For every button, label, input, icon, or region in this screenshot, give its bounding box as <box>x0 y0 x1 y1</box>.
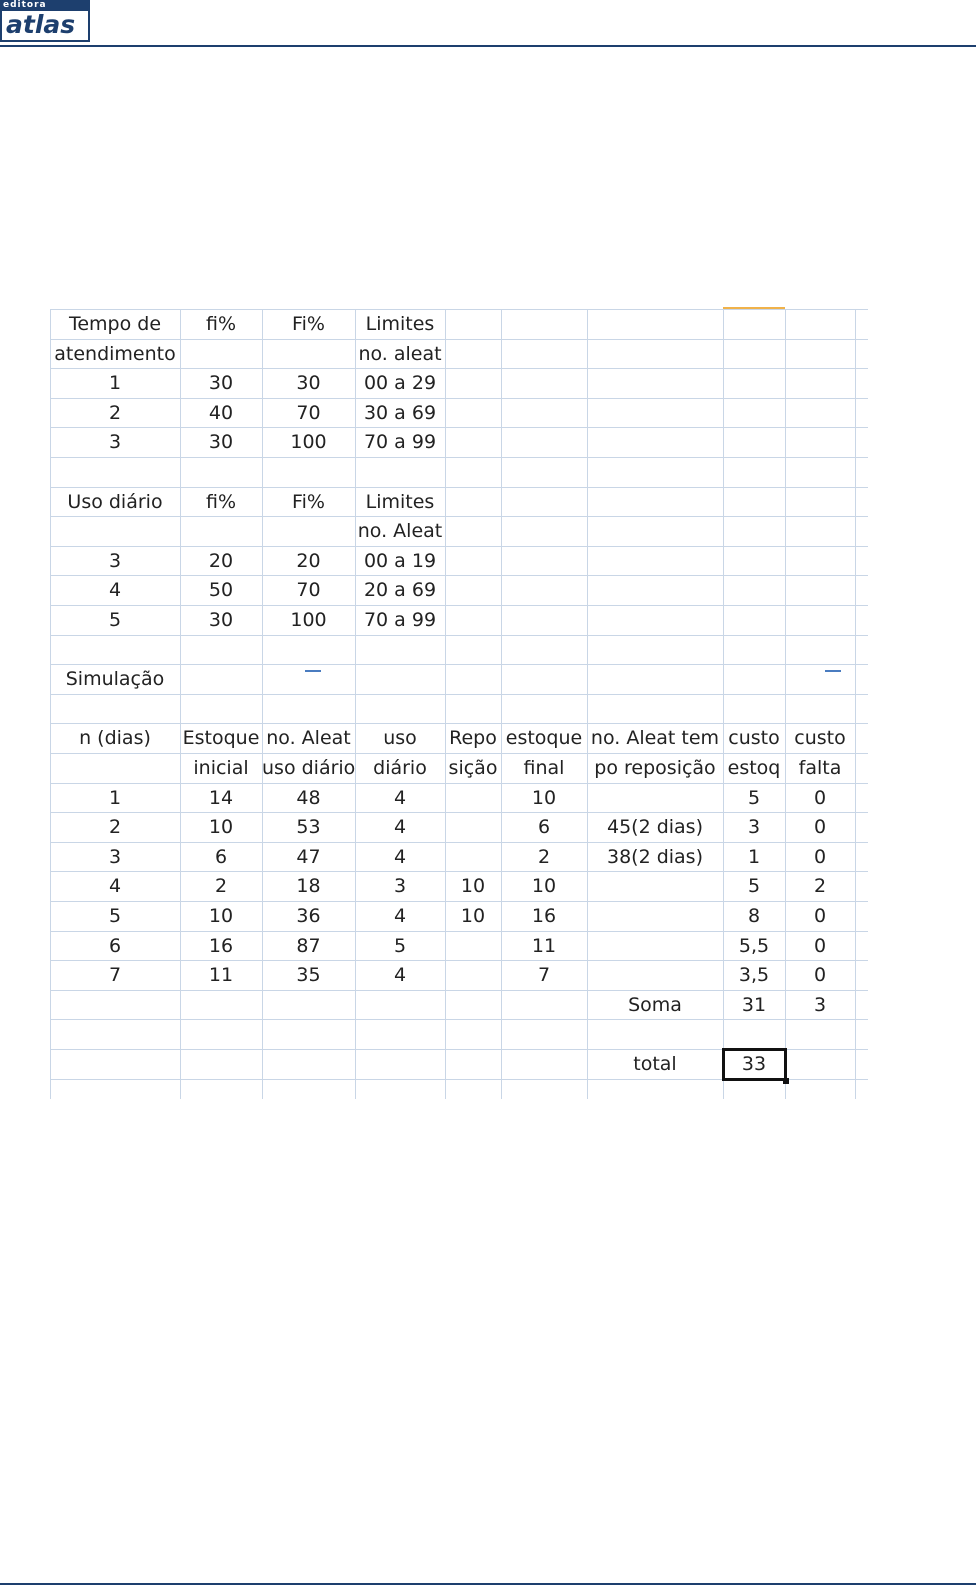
cell-r26-c3[interactable] <box>262 1049 355 1079</box>
cell-r14-c8[interactable] <box>723 694 785 724</box>
cell-r26-c8[interactable]: 33 <box>741 1053 767 1075</box>
cell-r7-c4[interactable]: Limites <box>365 491 435 513</box>
editora-atlas-logo <box>0 0 90 42</box>
cell-r24-c8[interactable]: 31 <box>741 994 767 1016</box>
cell-r8-c1[interactable] <box>50 516 180 546</box>
cell-r16-c3[interactable]: uso diário <box>262 757 356 779</box>
cell-r10-c1[interactable]: 4 <box>108 579 122 601</box>
cell-r23-c6[interactable]: 7 <box>537 964 551 986</box>
cell-r14-c7[interactable] <box>587 694 723 724</box>
cell-r10-c7[interactable] <box>587 575 723 605</box>
cell-r22-c1[interactable]: 6 <box>108 935 122 957</box>
cell-r1-c1[interactable]: Tempo de <box>68 313 162 335</box>
cell-r2-c1[interactable]: atendimento <box>54 343 176 365</box>
cell-r1-c9[interactable] <box>785 309 855 339</box>
cell-r12-c3[interactable] <box>262 635 355 665</box>
cell-r26-c7[interactable]: total <box>633 1053 677 1075</box>
cell-r21-c2[interactable]: 10 <box>208 905 234 927</box>
cell-r8-c2[interactable] <box>180 516 262 546</box>
cell-r11-c2[interactable]: 30 <box>208 609 234 631</box>
cell-r18-c3[interactable]: 53 <box>296 816 321 838</box>
cell-r24-c1[interactable] <box>50 990 180 1020</box>
cell-r12-c1[interactable] <box>50 635 180 665</box>
cell-r4-c1[interactable]: 2 <box>108 402 122 424</box>
cell-r7-c5[interactable] <box>445 487 501 517</box>
cell-r24-c5[interactable] <box>445 990 501 1020</box>
cell-r25-c9[interactable] <box>785 1019 855 1049</box>
cell-r21-c8[interactable]: 8 <box>747 905 761 927</box>
cell-r20-c7[interactable] <box>587 871 723 901</box>
cell-r12-c9[interactable] <box>785 635 855 665</box>
cell-r10-c9[interactable] <box>785 575 855 605</box>
cell-r22-c8[interactable]: 5,5 <box>738 935 770 957</box>
cell-r15-c7[interactable]: no. Aleat tem <box>590 727 720 749</box>
cell-r11-c4[interactable]: 70 a 99 <box>363 609 437 631</box>
cell-r6-c8[interactable] <box>723 457 785 487</box>
cell-r7-c1[interactable]: Uso diário <box>67 491 163 513</box>
cell-r14-c6[interactable] <box>501 694 587 724</box>
cell-r16-c8[interactable]: estoq <box>727 757 781 779</box>
cell-r19-c5[interactable] <box>445 842 501 872</box>
cell-r9-c2[interactable]: 20 <box>208 550 234 572</box>
cell-r17-c9[interactable]: 0 <box>813 787 827 809</box>
cell-r1-c7[interactable] <box>587 309 723 339</box>
cell-r9-c8[interactable] <box>723 546 785 576</box>
cell-r16-c6[interactable]: final <box>523 757 565 779</box>
cell-r8-c6[interactable] <box>501 516 587 546</box>
cell-r20-c1[interactable]: 4 <box>108 875 122 897</box>
cell-r10-c3[interactable]: 70 <box>296 579 321 601</box>
cell-r25-c7[interactable] <box>587 1019 723 1049</box>
cell-r4-c4[interactable]: 30 a 69 <box>363 402 437 424</box>
cell-r3-c2[interactable]: 30 <box>208 372 234 394</box>
cell-r13-c5[interactable] <box>445 664 501 694</box>
cell-r5-c8[interactable] <box>723 427 785 457</box>
cell-r25-c1[interactable] <box>50 1019 180 1049</box>
cell-r4-c5[interactable] <box>445 398 501 428</box>
cell-r16-c9[interactable]: falta <box>798 757 842 779</box>
cell-r17-c5[interactable] <box>445 783 501 813</box>
cell-r12-c6[interactable] <box>501 635 587 665</box>
cell-r14-c3[interactable] <box>262 694 355 724</box>
cell-r12-c5[interactable] <box>445 635 501 665</box>
cell-r21-c9[interactable]: 0 <box>813 905 827 927</box>
cell-r9-c9[interactable] <box>785 546 855 576</box>
cell-r21-c3[interactable]: 36 <box>296 905 321 927</box>
cell-r15-c3[interactable]: no. Aleat <box>266 727 351 749</box>
cell-r19-c8[interactable]: 1 <box>747 846 761 868</box>
cell-r15-c8[interactable]: custo <box>728 727 780 749</box>
cell-r21-c1[interactable]: 5 <box>108 905 122 927</box>
cell-r14-c1[interactable] <box>50 694 180 724</box>
cell-r22-c7[interactable] <box>587 931 723 961</box>
cell-r9-c5[interactable] <box>445 546 501 576</box>
cell-r11-c1[interactable]: 5 <box>108 609 122 631</box>
cell-r8-c9[interactable] <box>785 516 855 546</box>
cell-r20-c9[interactable]: 2 <box>813 875 827 897</box>
cell-r9-c1[interactable]: 3 <box>108 550 122 572</box>
logo-top-text: editora <box>0 0 90 11</box>
cell-r3-c8[interactable] <box>723 368 785 398</box>
cell-r17-c7[interactable] <box>587 783 723 813</box>
cell-r25-c5[interactable] <box>445 1019 501 1049</box>
cell-r14-c2[interactable] <box>180 694 262 724</box>
cell-r5-c6[interactable] <box>501 427 587 457</box>
cell-r6-c9[interactable] <box>785 457 855 487</box>
cell-r19-c4[interactable]: 4 <box>393 846 407 868</box>
cell-r4-c8[interactable] <box>723 398 785 428</box>
cell-r17-c2[interactable]: 14 <box>208 787 234 809</box>
cell-r2-c9[interactable] <box>785 339 855 369</box>
cell-r23-c3[interactable]: 35 <box>296 964 321 986</box>
cell-r20-c3[interactable]: 18 <box>296 875 321 897</box>
cell-r8-c5[interactable] <box>445 516 501 546</box>
cell-r17-c3[interactable]: 48 <box>296 787 321 809</box>
cell-r21-c4[interactable]: 4 <box>393 905 407 927</box>
cell-r23-c2[interactable]: 11 <box>208 964 234 986</box>
cell-r19-c3[interactable]: 47 <box>296 846 321 868</box>
cell-r23-c4[interactable]: 4 <box>393 964 407 986</box>
cell-r25-c4[interactable] <box>355 1019 445 1049</box>
cell-r3-c4[interactable]: 00 a 29 <box>363 372 437 394</box>
cell-r5-c1[interactable]: 3 <box>108 431 122 453</box>
cell-r12-c8[interactable] <box>723 635 785 665</box>
cell-r18-c7[interactable]: 45(2 dias) <box>606 816 703 838</box>
cell-r14-c4[interactable] <box>355 694 445 724</box>
cell-r4-c6[interactable] <box>501 398 587 428</box>
cell-r26-c2[interactable] <box>180 1049 262 1079</box>
cell-r14-c9[interactable] <box>785 694 855 724</box>
cell-r6-c1[interactable] <box>50 457 180 487</box>
cell-r16-c5[interactable]: sição <box>448 757 498 779</box>
cell-r24-c3[interactable] <box>262 990 355 1020</box>
cell-r9-c3[interactable]: 20 <box>296 550 321 572</box>
cell-r11-c6[interactable] <box>501 605 587 635</box>
cell-r13-c6[interactable] <box>501 664 587 694</box>
fill-handle[interactable] <box>783 1078 789 1084</box>
cell-r16-c1[interactable] <box>50 753 180 783</box>
cell-r7-c2[interactable]: fi% <box>205 491 237 513</box>
cell-r2-c2[interactable] <box>180 339 262 369</box>
cell-r5-c7[interactable] <box>587 427 723 457</box>
cell-r26-c6[interactable] <box>501 1049 587 1079</box>
cell-r4-c7[interactable] <box>587 398 723 428</box>
cell-r19-c1[interactable]: 3 <box>108 846 122 868</box>
cell-r12-c2[interactable] <box>180 635 262 665</box>
cell-r25-c2[interactable] <box>180 1019 262 1049</box>
cell-r25-c8[interactable] <box>723 1019 785 1049</box>
cell-r18-c9[interactable]: 0 <box>813 816 827 838</box>
cell-r22-c5[interactable] <box>445 931 501 961</box>
cell-r13-c9[interactable] <box>785 664 855 694</box>
cell-r10-c8[interactable] <box>723 575 785 605</box>
cell-r25-c6[interactable] <box>501 1019 587 1049</box>
cell-r10-c4[interactable]: 20 a 69 <box>363 579 437 601</box>
cell-r24-c7[interactable]: Soma <box>628 994 682 1016</box>
cell-r1-c2[interactable]: fi% <box>205 313 237 335</box>
cell-r13-c3[interactable] <box>262 664 355 694</box>
cell-r7-c7[interactable] <box>587 487 723 517</box>
cell-r5-c5[interactable] <box>445 427 501 457</box>
cell-r4-c3[interactable]: 70 <box>296 402 321 424</box>
cell-r12-c7[interactable] <box>587 635 723 665</box>
cell-r10-c6[interactable] <box>501 575 587 605</box>
cell-r6-c7[interactable] <box>587 457 723 487</box>
cell-r17-c6[interactable]: 10 <box>531 787 557 809</box>
cell-r25-c3[interactable] <box>262 1019 355 1049</box>
cell-r24-c9[interactable]: 3 <box>813 994 827 1016</box>
cell-r23-c1[interactable]: 7 <box>108 964 122 986</box>
cell-r15-c5[interactable]: Repo <box>449 727 497 749</box>
cell-r6-c4[interactable] <box>355 457 445 487</box>
cell-r9-c7[interactable] <box>587 546 723 576</box>
cell-r10-c5[interactable] <box>445 575 501 605</box>
cell-r7-c3[interactable]: Fi% <box>292 491 325 513</box>
cell-r8-c8[interactable] <box>723 516 785 546</box>
cell-r8-c4[interactable]: no. Aleat <box>357 520 443 542</box>
cell-marker <box>825 670 841 672</box>
cell-r22-c2[interactable]: 16 <box>208 935 234 957</box>
cell-r26-c9[interactable] <box>785 1049 855 1079</box>
cell-r19-c2[interactable]: 6 <box>214 846 228 868</box>
cell-r18-c1[interactable]: 2 <box>108 816 122 838</box>
cell-r13-c4[interactable] <box>355 664 445 694</box>
cell-r3-c6[interactable] <box>501 368 587 398</box>
cell-r6-c5[interactable] <box>445 457 501 487</box>
cell-r18-c2[interactable]: 10 <box>208 816 234 838</box>
cell-r7-c6[interactable] <box>501 487 587 517</box>
cell-r5-c9[interactable] <box>785 427 855 457</box>
selected-cell-border[interactable] <box>722 1048 787 1081</box>
cell-r3-c1[interactable]: 1 <box>108 372 122 394</box>
cell-r6-c3[interactable] <box>262 457 355 487</box>
cell-r3-c3[interactable]: 30 <box>296 372 321 394</box>
cell-r1-c3[interactable]: Fi% <box>292 313 325 335</box>
cell-r4-c2[interactable]: 40 <box>208 402 234 424</box>
cell-r17-c8[interactable]: 5 <box>747 787 761 809</box>
cell-r19-c9[interactable]: 0 <box>813 846 827 868</box>
cell-r1-c6[interactable] <box>501 309 587 339</box>
spreadsheet-grid[interactable] <box>50 309 868 1099</box>
cell-r20-c6[interactable]: 10 <box>531 875 557 897</box>
cell-r23-c8[interactable]: 3,5 <box>738 964 770 986</box>
cell-r7-c9[interactable] <box>785 487 855 517</box>
cell-r22-c9[interactable]: 0 <box>813 935 827 957</box>
cell-r15-c4[interactable]: uso <box>383 727 417 749</box>
cell-r11-c5[interactable] <box>445 605 501 635</box>
cell-r26-c5[interactable] <box>445 1049 501 1079</box>
cell-r24-c6[interactable] <box>501 990 587 1020</box>
cell-r22-c6[interactable]: 11 <box>531 935 557 957</box>
cell-r8-c3[interactable] <box>262 516 355 546</box>
cell-r3-c9[interactable] <box>785 368 855 398</box>
cell-r24-c2[interactable] <box>180 990 262 1020</box>
cell-r1-c8[interactable] <box>723 309 785 339</box>
cell-r13-c2[interactable] <box>180 664 262 694</box>
cell-r1-c4[interactable]: Limites <box>365 313 435 335</box>
cell-r23-c7[interactable] <box>587 960 723 990</box>
cell-r22-c4[interactable]: 5 <box>393 935 407 957</box>
cell-r20-c5[interactable]: 10 <box>460 875 486 897</box>
cell-r20-c2[interactable]: 2 <box>214 875 228 897</box>
cell-r5-c2[interactable]: 30 <box>208 431 234 453</box>
cell-r13-c1[interactable]: Simulação <box>65 668 165 690</box>
cell-r18-c4[interactable]: 4 <box>393 816 407 838</box>
cell-r10-c2[interactable]: 50 <box>208 579 234 601</box>
cell-r18-c6[interactable]: 6 <box>537 816 551 838</box>
cell-r11-c7[interactable] <box>587 605 723 635</box>
header-rule <box>0 45 976 47</box>
cell-r2-c3[interactable] <box>262 339 355 369</box>
cell-r17-c1[interactable]: 1 <box>108 787 122 809</box>
cell-r2-c8[interactable] <box>723 339 785 369</box>
cell-r15-c1[interactable]: n (dias) <box>79 727 151 749</box>
cell-r12-c4[interactable] <box>355 635 445 665</box>
logo-main-text: atlas <box>0 11 90 42</box>
cell-r16-c7[interactable]: po reposição <box>594 757 716 779</box>
cell-r26-c4[interactable] <box>355 1049 445 1079</box>
cell-r15-c9[interactable]: custo <box>794 727 846 749</box>
footer-rule <box>0 1583 976 1585</box>
cell-r13-c7[interactable] <box>587 664 723 694</box>
cell-r15-c2[interactable]: Estoque <box>182 727 260 749</box>
cell-r17-c4[interactable]: 4 <box>393 787 407 809</box>
cell-r1-c5[interactable] <box>445 309 501 339</box>
cell-r21-c5[interactable]: 10 <box>460 905 486 927</box>
cell-r2-c5[interactable] <box>445 339 501 369</box>
cell-r4-c9[interactable] <box>785 398 855 428</box>
cell-r5-c3[interactable]: 100 <box>290 431 327 453</box>
cell-r15-c6[interactable]: estoque <box>505 727 583 749</box>
cell-r18-c8[interactable]: 3 <box>747 816 761 838</box>
cell-r24-c4[interactable] <box>355 990 445 1020</box>
cell-r14-c5[interactable] <box>445 694 501 724</box>
cell-r19-c6[interactable]: 2 <box>537 846 551 868</box>
cell-r8-c7[interactable] <box>587 516 723 546</box>
cell-r21-c6[interactable]: 16 <box>531 905 557 927</box>
cell-r11-c3[interactable]: 100 <box>290 609 327 631</box>
cell-r3-c7[interactable] <box>587 368 723 398</box>
cell-r9-c4[interactable]: 00 a 19 <box>363 550 437 572</box>
cell-r7-c8[interactable] <box>723 487 785 517</box>
cell-r2-c7[interactable] <box>587 339 723 369</box>
cell-r20-c4[interactable]: 3 <box>393 875 407 897</box>
cell-r16-c4[interactable]: diário <box>373 757 427 779</box>
cell-r18-c5[interactable] <box>445 812 501 842</box>
cell-r5-c4[interactable]: 70 a 99 <box>363 431 437 453</box>
cell-marker <box>305 670 321 672</box>
cell-r16-c2[interactable]: inicial <box>193 757 249 779</box>
cell-r19-c7[interactable]: 38(2 dias) <box>606 846 703 868</box>
cell-r20-c8[interactable]: 5 <box>747 875 761 897</box>
cell-r2-c6[interactable] <box>501 339 587 369</box>
cell-r23-c9[interactable]: 0 <box>813 964 827 986</box>
cell-r13-c8[interactable] <box>723 664 785 694</box>
cell-r6-c6[interactable] <box>501 457 587 487</box>
cell-r6-c2[interactable] <box>180 457 262 487</box>
cell-r21-c7[interactable] <box>587 901 723 931</box>
cell-r9-c6[interactable] <box>501 546 587 576</box>
cell-r3-c5[interactable] <box>445 368 501 398</box>
cell-r11-c8[interactable] <box>723 605 785 635</box>
cell-r26-c1[interactable] <box>50 1049 180 1079</box>
cell-r2-c4[interactable]: no. aleat <box>358 343 442 365</box>
cell-r11-c9[interactable] <box>785 605 855 635</box>
cell-r23-c5[interactable] <box>445 960 501 990</box>
cell-r22-c3[interactable]: 87 <box>296 935 321 957</box>
